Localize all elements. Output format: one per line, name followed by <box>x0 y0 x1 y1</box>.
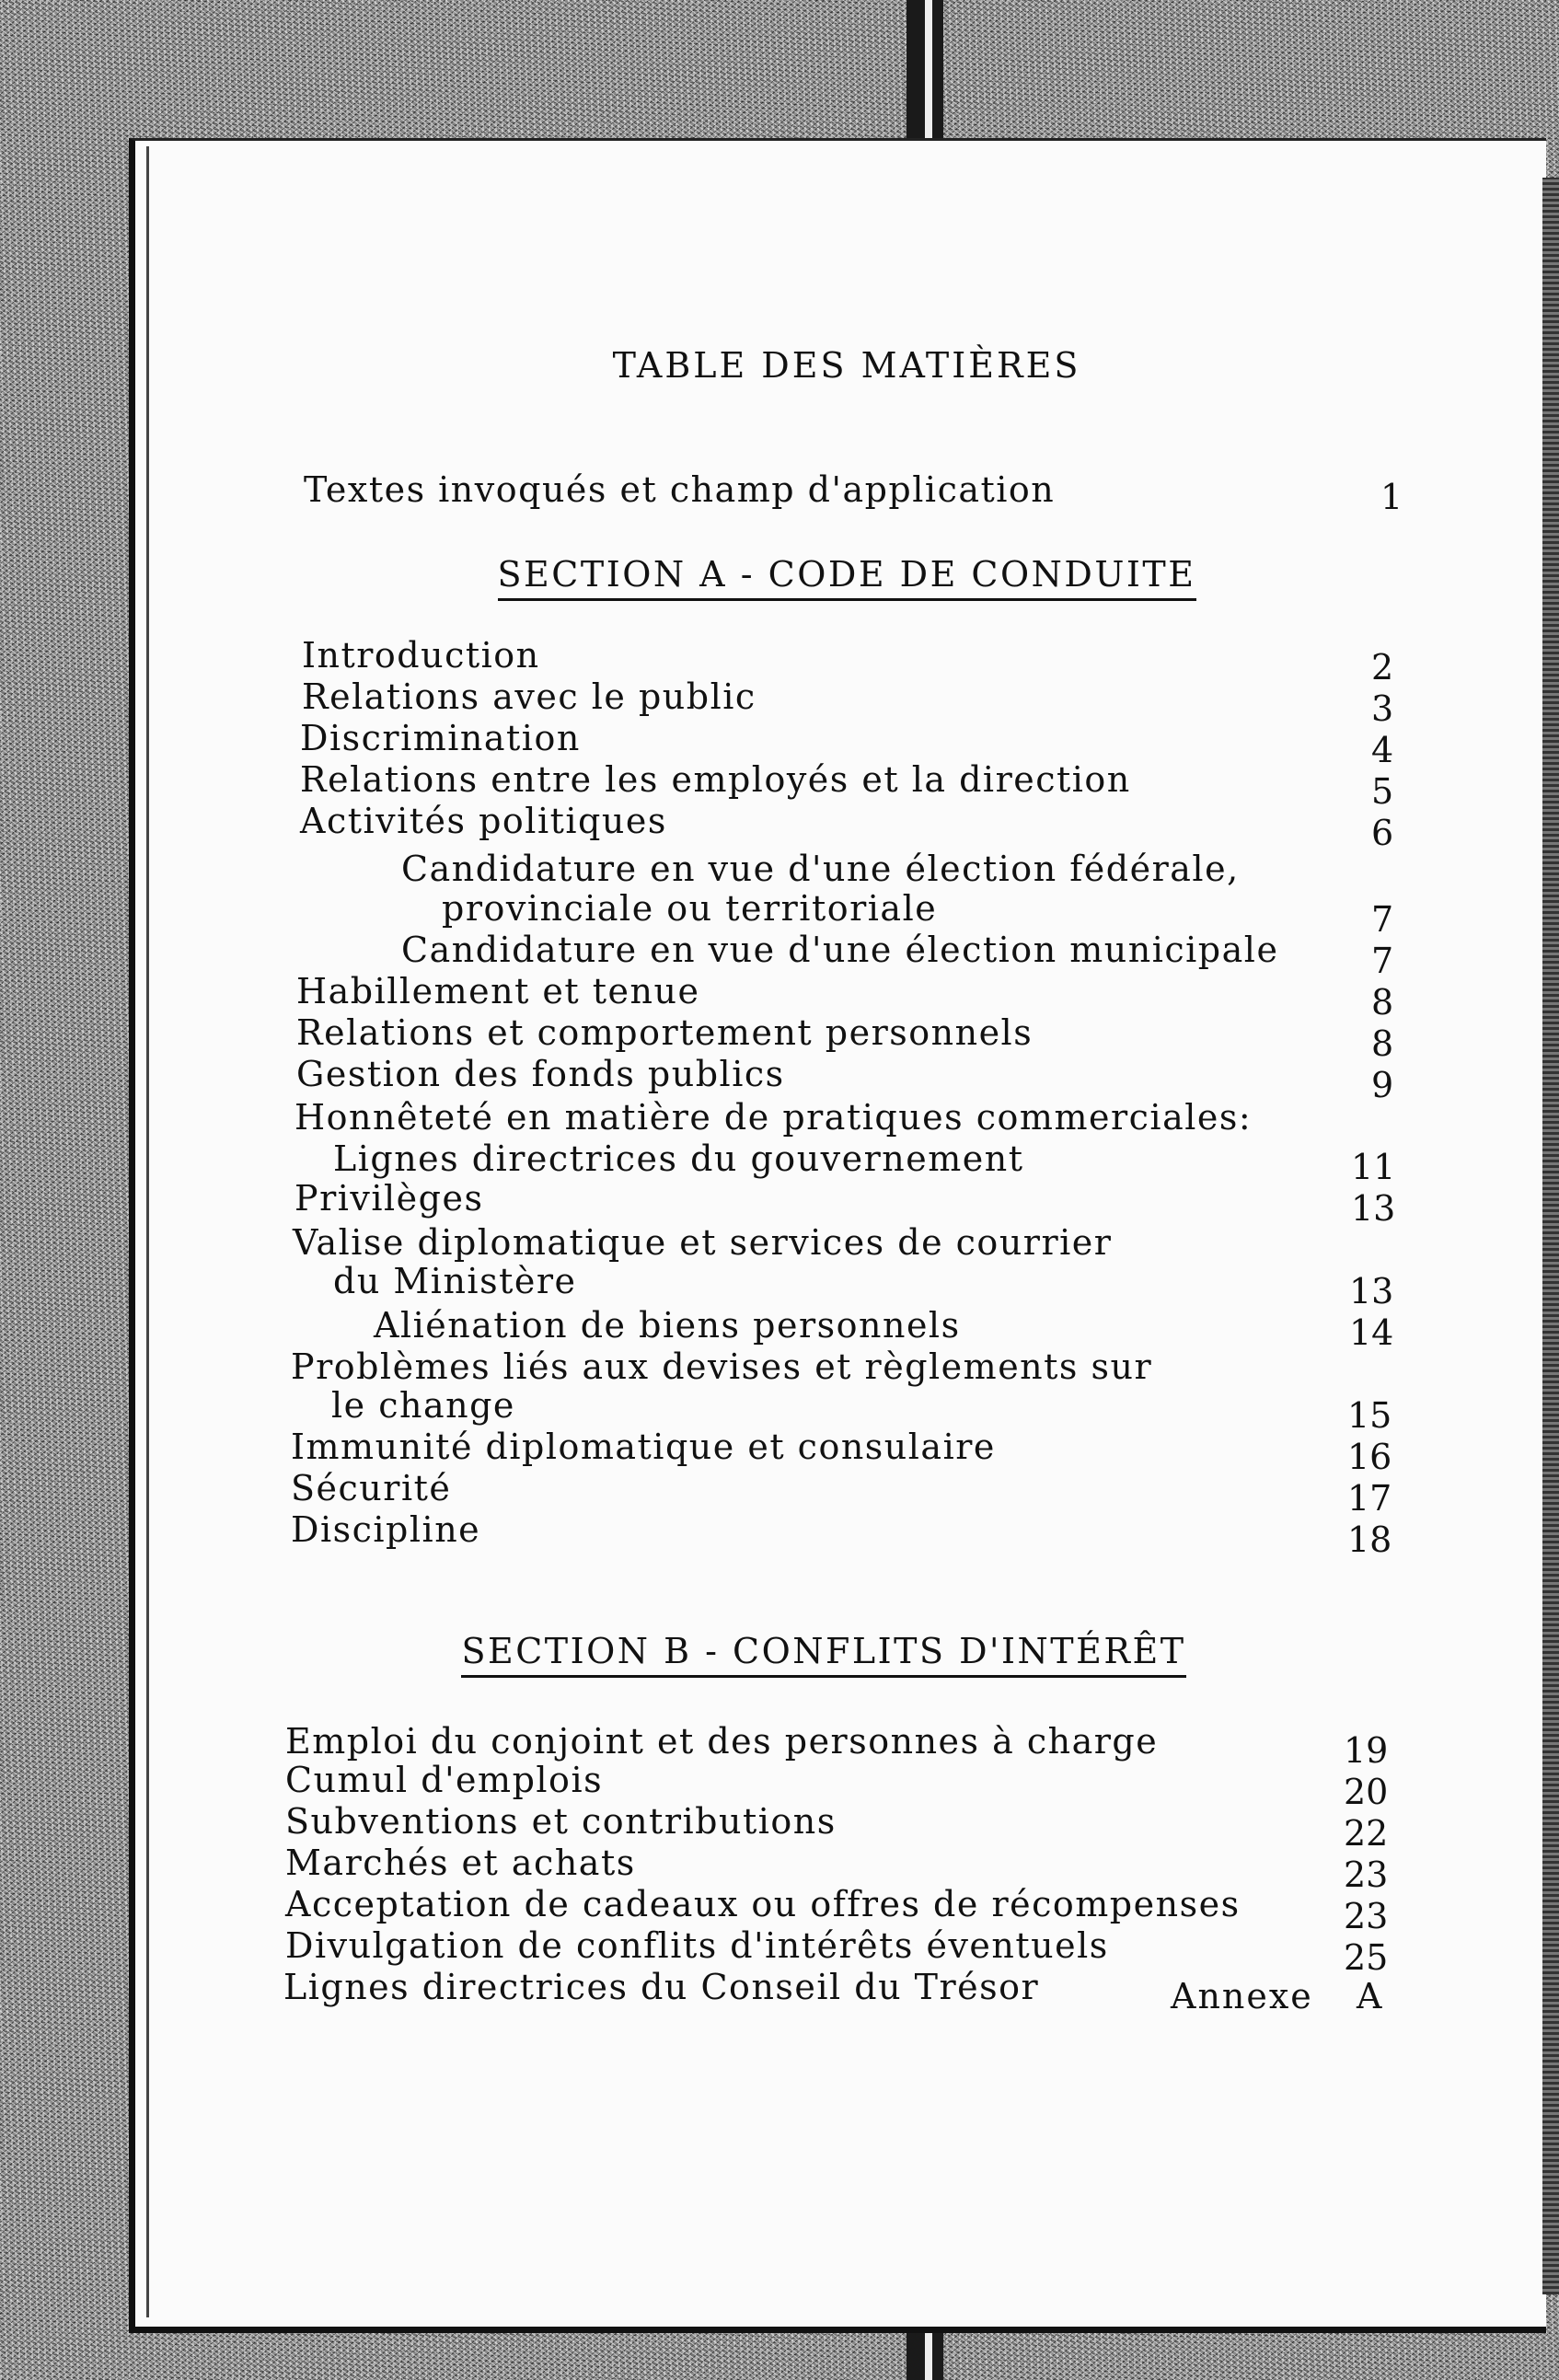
toc-entry-label: Subventions et contributions <box>285 1801 837 1842</box>
toc-entry-label: Immunité diplomatique et consulaire <box>291 1427 996 1467</box>
toc-entry-label: Sécurité <box>291 1468 452 1508</box>
toc-entry-label: Relations entre les employés et la direction <box>300 759 1131 800</box>
toc-entry-page: 4 <box>1371 730 1394 770</box>
toc-entry-label: Activités politiques <box>300 801 667 841</box>
toc-entry-label: le change <box>331 1385 515 1426</box>
toc-entry-label: Textes invoqués et champ d'application <box>304 469 1056 510</box>
toc-entry-page: 8 <box>1371 1023 1394 1064</box>
toc-entry-label: Aliénation de biens personnels <box>374 1305 961 1346</box>
toc-entry-label: Relations avec le public <box>302 676 756 717</box>
toc-entry-page: 22 <box>1344 1813 1389 1854</box>
toc-entry-page: A <box>1357 1976 1382 2016</box>
toc-entry-label: Relations et comportement personnels <box>296 1012 1034 1053</box>
toc-entry-page: 11 <box>1351 1147 1396 1187</box>
toc-entry-page: 23 <box>1344 1854 1389 1895</box>
toc-entry-page: 20 <box>1344 1772 1389 1812</box>
annex-label: Annexe <box>1171 1976 1313 2016</box>
toc-entry-page: 3 <box>1371 688 1394 729</box>
toc-entry-label: du Ministère <box>333 1261 577 1301</box>
toc-entry-label: Habillement et tenue <box>296 971 700 1011</box>
toc-entry-label: Honnêteté en matière de pratiques commerciales: <box>294 1097 1253 1138</box>
toc-entry-label: Problèmes liés aux devises et règlements sur <box>291 1346 1153 1387</box>
toc-entry-label: Discipline <box>291 1509 481 1550</box>
page-title: TABLE DES MATIÈRES <box>612 345 1081 386</box>
toc-entry-page: 6 <box>1371 813 1394 853</box>
toc-entry-page: 9 <box>1371 1065 1394 1105</box>
toc-entry-label: Candidature en vue d'une élection fédérale, <box>401 849 1240 889</box>
section-b-heading-text: SECTION B - CONFLITS D'INTÉRÊT <box>461 1631 1185 1678</box>
toc-entry-page: 17 <box>1347 1478 1392 1519</box>
toc-entry-page: 16 <box>1347 1437 1392 1477</box>
toc-entry-page: 23 <box>1344 1896 1389 1936</box>
section-a-heading-text: SECTION A - CODE DE CONDUITE <box>498 554 1196 601</box>
toc-entry-label: Discrimination <box>300 718 581 758</box>
toc-entry-page: 18 <box>1347 1519 1392 1560</box>
toc-entry-page: 2 <box>1371 647 1394 687</box>
toc-entry-label: Privilèges <box>294 1178 484 1219</box>
toc-entry-page: 15 <box>1347 1395 1392 1436</box>
page-edge <box>1542 178 1559 2294</box>
page-border <box>146 146 149 2317</box>
toc-entry-label: Cumul d'emplois <box>285 1760 604 1800</box>
toc-entry-label: Lignes directrices du Conseil du Trésor <box>283 1967 1040 2007</box>
toc-entry-label: Emploi du conjoint et des personnes à charge <box>285 1721 1159 1762</box>
toc-entry-page: 7 <box>1371 899 1394 940</box>
toc-entry-page: 13 <box>1349 1271 1394 1311</box>
toc-entry-label: Acceptation de cadeaux ou offres de récompenses <box>285 1884 1241 1924</box>
toc-entry-label: Divulgation de conflits d'intérêts éventuels <box>285 1925 1109 1966</box>
toc-entry-page: 13 <box>1351 1188 1396 1229</box>
section-a-heading <box>488 554 1206 595</box>
toc-entry-label: Candidature en vue d'une élection municipale <box>401 930 1279 970</box>
toc-entry-label: provinciale ou territoriale <box>442 888 938 929</box>
toc-entry-page: 19 <box>1344 1730 1389 1771</box>
toc-entry-page: 25 <box>1344 1937 1389 1978</box>
toc-entry-label: Introduction <box>302 635 540 676</box>
toc-entry-label: Lignes directrices du gouvernement <box>333 1138 1024 1179</box>
toc-entry-label: Gestion des fonds publics <box>296 1054 785 1094</box>
toc-entry-label: Valise diplomatique et services de courrier <box>293 1222 1113 1263</box>
toc-entry-page: 5 <box>1371 771 1394 812</box>
toc-entry-label: Marchés et achats <box>285 1843 636 1883</box>
section-b-heading <box>451 1631 1196 1671</box>
toc-entry-page: 1 <box>1380 477 1403 517</box>
toc-entry-page: 7 <box>1371 941 1394 981</box>
toc-entry-page: 8 <box>1371 982 1394 1022</box>
toc-entry-page: 14 <box>1349 1312 1394 1353</box>
